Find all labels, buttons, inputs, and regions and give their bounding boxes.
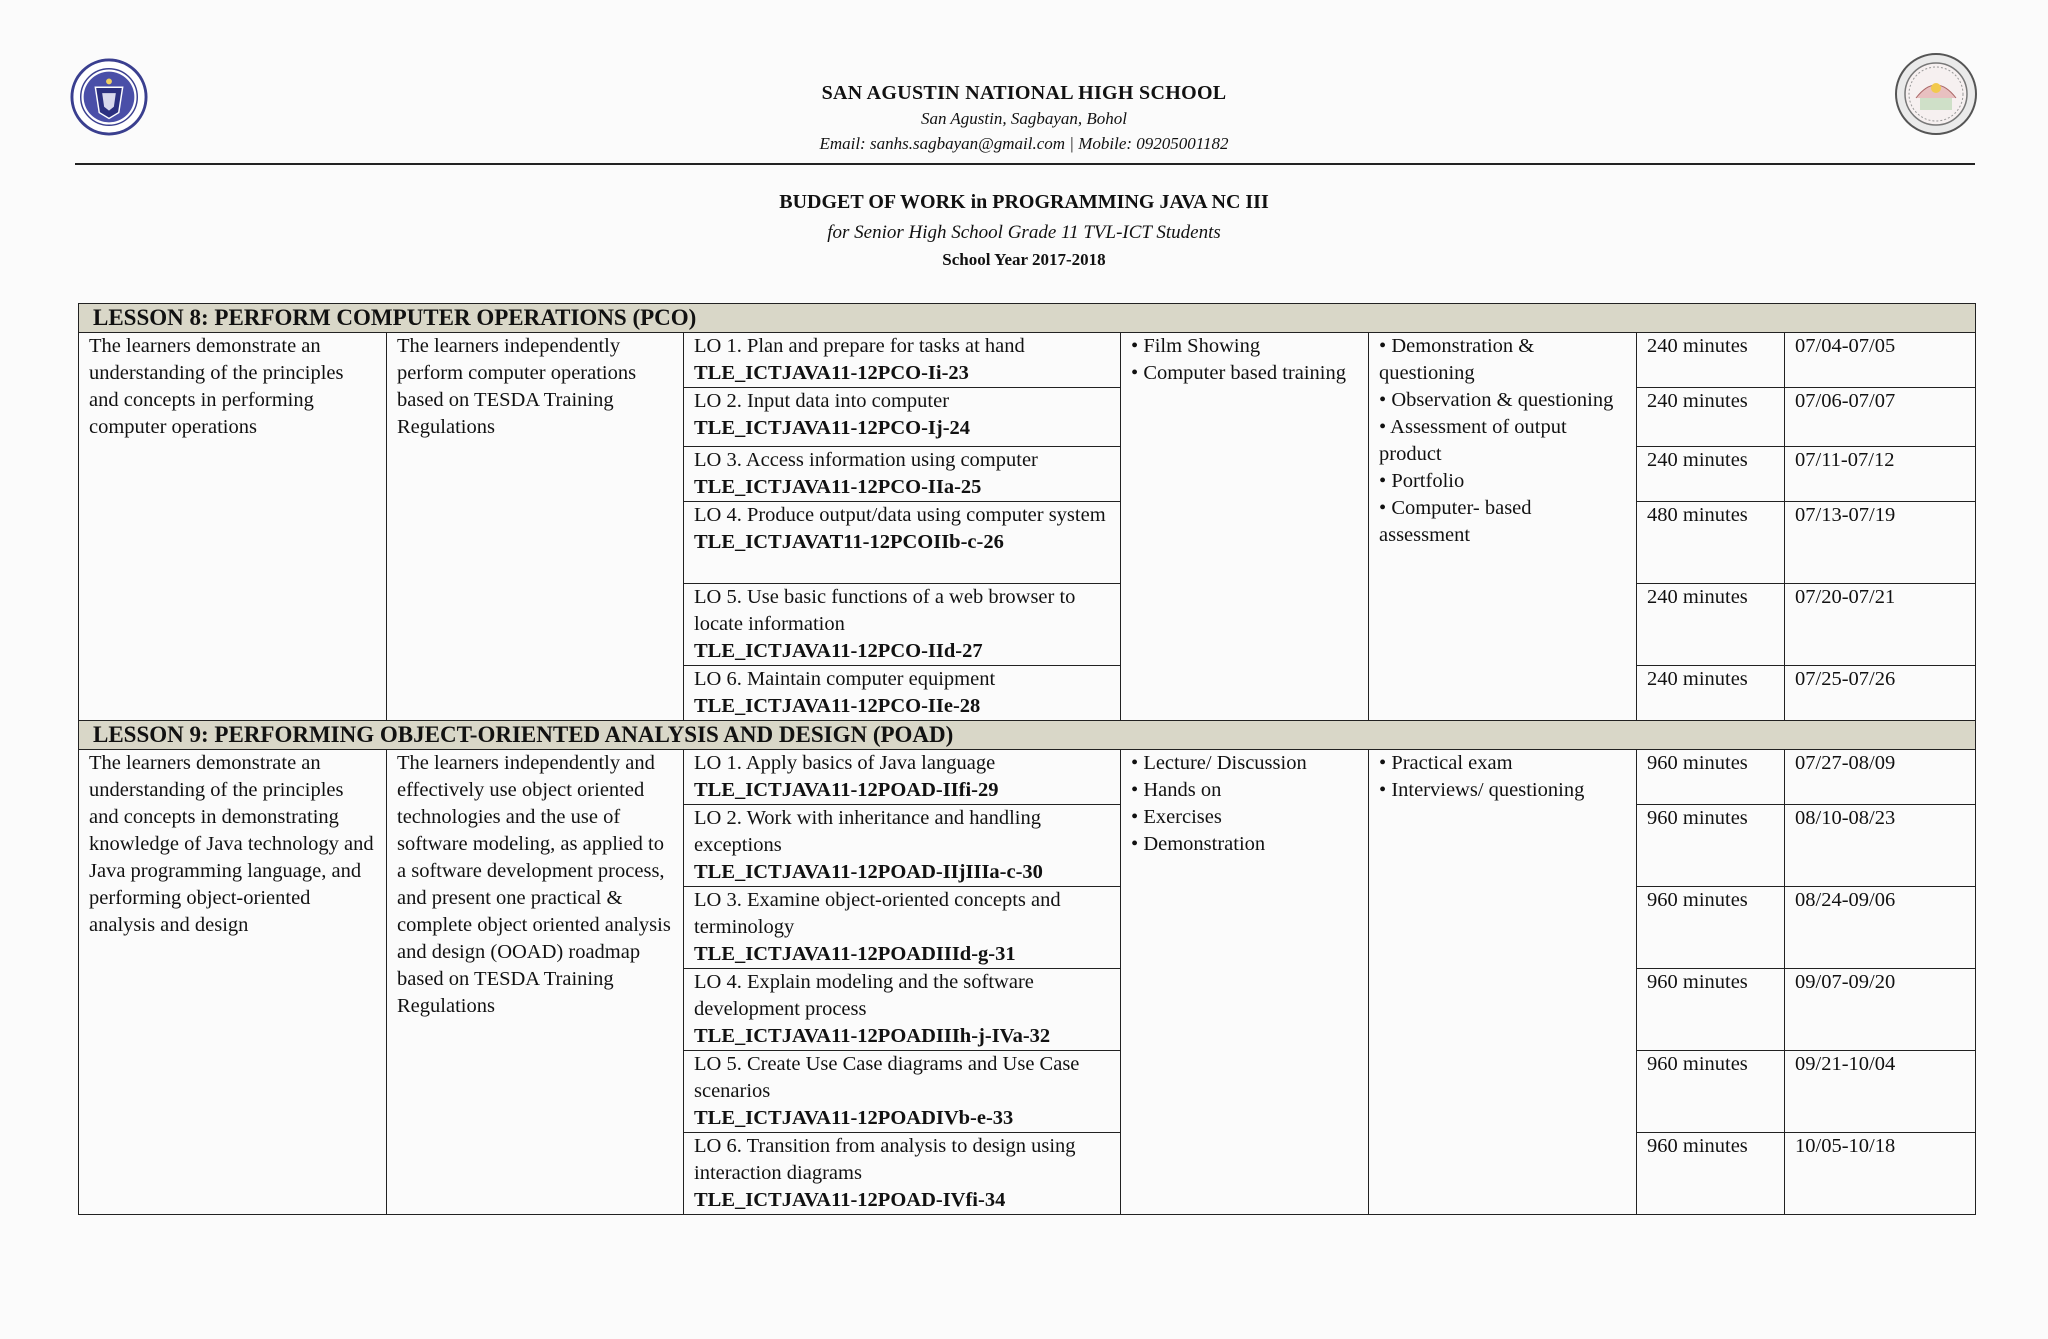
strategy-item: • Film Showing	[1131, 333, 1358, 360]
document-subtitle: for Senior High School Grade 11 TVL-ICT Students	[827, 222, 1221, 243]
lo-code: TLE_ICTJAVA11-12POADIIIh-j-IVa-32	[694, 1025, 1051, 1047]
lo-text: LO 2. Work with inheritance and handling exceptions	[694, 807, 1041, 856]
learning-outcome	[684, 1133, 1121, 1215]
strategy-item: • Computer based training	[1131, 360, 1358, 387]
school-year: School Year 2017-2018	[942, 250, 1106, 269]
learning-outcome	[684, 1051, 1121, 1133]
date-range: 09/07-09/20	[1785, 969, 1976, 1051]
content-standard: The learners demonstrate an understanding of the principles and concepts in performing computer operations	[79, 333, 387, 721]
time-allotment: 480 minutes	[1637, 502, 1785, 584]
strategy-item: • Lecture/ Discussion	[1131, 750, 1358, 777]
lo-text: LO 4. Explain modeling and the software development process	[694, 971, 1034, 1020]
lesson-title: LESSON 9: PERFORMING OBJECT-ORIENTED ANALYSIS AND DESIGN (POAD)	[79, 721, 1976, 750]
time-allotment: 960 minutes	[1637, 750, 1785, 805]
document-title: BUDGET OF WORK in PROGRAMMING JAVA NC III	[779, 191, 1269, 213]
time-allotment: 240 minutes	[1637, 666, 1785, 721]
teaching-strategies	[1121, 750, 1369, 1215]
learning-outcome	[684, 969, 1121, 1051]
assessment-item: • Demonstration & questioning	[1379, 333, 1626, 387]
lo-row	[79, 333, 1976, 388]
school-contact: Email: sanhs.sagbayan@gmail.com | Mobile: 09205001182	[819, 134, 1229, 153]
assessment-item: • Observation & questioning	[1379, 387, 1626, 414]
assessment-item: • Assessment of output product	[1379, 414, 1626, 468]
time-allotment: 960 minutes	[1637, 1051, 1785, 1133]
lo-code: TLE_ICTJAVA11-12POADIVb-e-33	[694, 1107, 1014, 1129]
performance-standard: The learners independently and effectively use object oriented technologies and the use of software modeling, as applied to a software development process, and present one practical & complete object oriented analysis and design (OOAD) roadmap based on TESDA Training Regulations	[387, 750, 684, 1215]
lesson-header-row	[79, 304, 1976, 333]
time-allotment: 960 minutes	[1637, 1133, 1785, 1215]
date-range: 07/25-07/26	[1785, 666, 1976, 721]
lo-code: TLE_ICTJAVA11-12PCO-IIa-25	[694, 476, 982, 498]
assessment-item: • Interviews/ questioning	[1379, 777, 1626, 804]
date-range: 08/10-08/23	[1785, 805, 1976, 887]
assessment-methods	[1369, 750, 1637, 1215]
school-header	[0, 80, 2048, 156]
lo-code: TLE_ICTJAVA11-12PCO-Ij-24	[694, 417, 971, 439]
school-name: SAN AGUSTIN NATIONAL HIGH SCHOOL	[821, 82, 1227, 104]
lo-text: LO 5. Create Use Case diagrams and Use Case scenarios	[694, 1053, 1080, 1102]
lo-code: TLE_ICTJAVA11-12POAD-IVfi-34	[694, 1189, 1006, 1211]
lo-code: TLE_ICTJAVA11-12PCO-IId-27	[694, 640, 983, 662]
school-address: San Agustin, Sagbayan, Bohol	[920, 109, 1128, 128]
date-range: 07/06-07/07	[1785, 388, 1976, 447]
lesson-header-row	[79, 721, 1976, 750]
time-allotment: 960 minutes	[1637, 887, 1785, 969]
lo-row	[79, 750, 1976, 805]
lo-code: TLE_ICTJAVAT11-12PCOIIb-c-26	[694, 531, 1004, 553]
lo-text: LO 2. Input data into computer	[694, 390, 950, 412]
learning-outcome	[684, 388, 1121, 447]
lo-text: LO 6. Maintain computer equipment	[694, 668, 996, 690]
date-range: 08/24-09/06	[1785, 887, 1976, 969]
lo-text: LO 1. Plan and prepare for tasks at hand	[694, 335, 1025, 357]
lo-text: LO 3. Access information using computer	[694, 449, 1038, 471]
time-allotment: 960 minutes	[1637, 805, 1785, 887]
learning-outcome	[684, 750, 1121, 805]
date-range: 07/11-07/12	[1785, 447, 1976, 502]
learning-outcome	[684, 805, 1121, 887]
teaching-strategies	[1121, 333, 1369, 721]
document-titles	[0, 188, 2048, 272]
lo-code: TLE_ICTJAVA11-12POAD-IIfi-29	[694, 779, 999, 801]
date-range: 10/05-10/18	[1785, 1133, 1976, 1215]
assessment-methods	[1369, 333, 1637, 721]
strategy-item: • Demonstration	[1131, 831, 1358, 858]
date-range: 09/21-10/04	[1785, 1051, 1976, 1133]
learning-outcome	[684, 333, 1121, 388]
lo-code: TLE_ICTJAVA11-12PCO-IIe-28	[694, 695, 981, 717]
lo-text: LO 1. Apply basics of Java language	[694, 752, 996, 774]
budget-of-work-table	[78, 303, 1976, 1215]
time-allotment: 240 minutes	[1637, 388, 1785, 447]
learning-outcome	[684, 666, 1121, 721]
time-allotment: 240 minutes	[1637, 584, 1785, 666]
lo-text: LO 5. Use basic functions of a web browser to locate information	[694, 586, 1076, 635]
learning-outcome	[684, 584, 1121, 666]
time-allotment: 240 minutes	[1637, 447, 1785, 502]
content-standard: The learners demonstrate an understanding of the principles and concepts in demonstrating knowledge of Java technology and Java programming language, and performing object-oriented analysis and design	[79, 750, 387, 1215]
performance-standard: The learners independently perform computer operations based on TESDA Training Regulations	[387, 333, 684, 721]
date-range: 07/27-08/09	[1785, 750, 1976, 805]
lo-text: LO 6. Transition from analysis to design using interaction diagrams	[694, 1135, 1076, 1184]
lesson-title: LESSON 8: PERFORM COMPUTER OPERATIONS (PCO)	[79, 304, 1976, 333]
header-divider	[75, 163, 1975, 165]
time-allotment: 240 minutes	[1637, 333, 1785, 388]
date-range: 07/20-07/21	[1785, 584, 1976, 666]
assessment-item: • Computer- based assessment	[1379, 495, 1626, 549]
strategy-item: • Exercises	[1131, 804, 1358, 831]
lo-text: LO 3. Examine object-oriented concepts and terminology	[694, 889, 1061, 938]
lo-text: LO 4. Produce output/data using computer system	[694, 504, 1106, 526]
date-range: 07/04-07/05	[1785, 333, 1976, 388]
lo-code: TLE_ICTJAVA11-12POAD-IIjIIIa-c-30	[694, 861, 1043, 883]
lo-code: TLE_ICTJAVA11-12PCO-Ii-23	[694, 362, 969, 384]
time-allotment: 960 minutes	[1637, 969, 1785, 1051]
date-range: 07/13-07/19	[1785, 502, 1976, 584]
assessment-item: • Practical exam	[1379, 750, 1626, 777]
strategy-item: • Hands on	[1131, 777, 1358, 804]
learning-outcome	[684, 887, 1121, 969]
assessment-item: • Portfolio	[1379, 468, 1626, 495]
learning-outcome	[684, 502, 1121, 584]
lo-code: TLE_ICTJAVA11-12POADIIId-g-31	[694, 943, 1016, 965]
learning-outcome	[684, 447, 1121, 502]
